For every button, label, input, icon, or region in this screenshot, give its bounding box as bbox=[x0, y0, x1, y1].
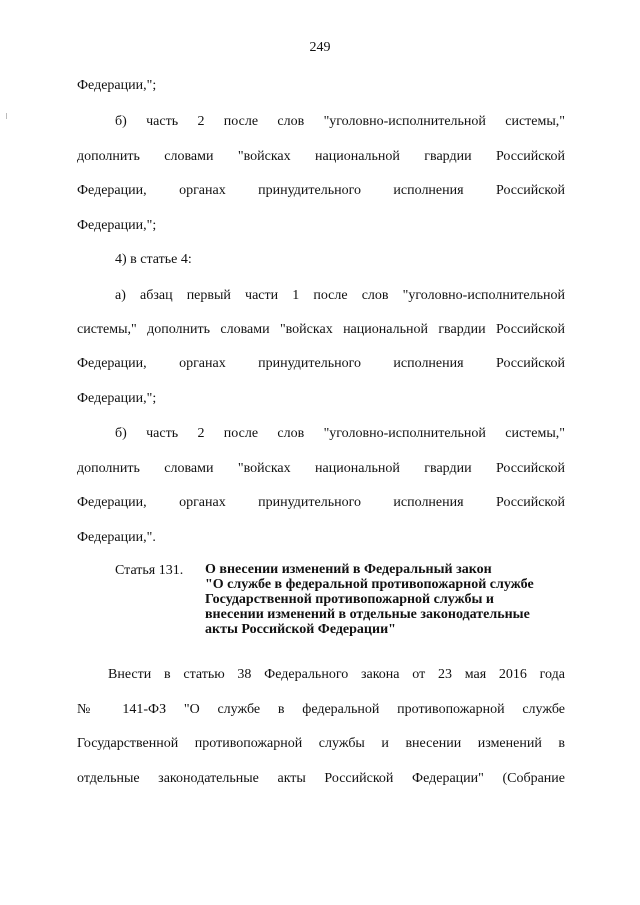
text-line: 4) в статье 4: bbox=[115, 252, 192, 267]
text-line: а) абзац первый части 1 после слов "уголовно-исполнительной bbox=[115, 288, 565, 303]
text-line: Федерации, органах принудительного исполнения Российской bbox=[77, 495, 565, 510]
scan-margin-mark bbox=[6, 113, 7, 119]
text-line: Внести в статью 38 Федерального закона от 23 мая 2016 года bbox=[108, 667, 565, 682]
page-number: 249 bbox=[309, 40, 331, 55]
text-line: № 141-ФЗ "О службе в федеральной противопожарной службе bbox=[77, 702, 565, 717]
text-line: Федерации,"; bbox=[77, 218, 157, 233]
text-line: отдельные законодательные акты Российской Федерации" (Собрание bbox=[77, 771, 565, 786]
text-line: Федерации, органах принудительного исполнения Российской bbox=[77, 183, 565, 198]
text-line: дополнить словами "войсках национальной гвардии Российской bbox=[77, 461, 565, 476]
article-label: Статья 131. bbox=[115, 563, 184, 578]
article-title-line: О внесении изменений в Федеральный закон bbox=[205, 562, 492, 577]
text-line: Государственной противопожарной службы и внесении изменений в bbox=[77, 736, 565, 751]
text-line: б) часть 2 после слов "уголовно-исполнительной системы," bbox=[115, 426, 565, 441]
article-title-line: внесении изменений в отдельные законодательные bbox=[205, 607, 530, 622]
text-line: Федерации,". bbox=[77, 530, 156, 545]
text-line: б) часть 2 после слов "уголовно-исполнительной системы," bbox=[115, 114, 565, 129]
article-title-line: Государственной противопожарной службы и bbox=[205, 592, 494, 607]
text-line: Федерации,"; bbox=[77, 78, 157, 93]
text-line: дополнить словами "войсках национальной гвардии Российской bbox=[77, 149, 565, 164]
text-line: Федерации, органах принудительного исполнения Российской bbox=[77, 356, 565, 371]
text-line: Федерации,"; bbox=[77, 391, 157, 406]
article-title-line: "О службе в федеральной противопожарной службе bbox=[205, 577, 534, 592]
text-line: системы," дополнить словами "войсках национальной гвардии Российской bbox=[77, 322, 565, 337]
article-title bbox=[205, 562, 575, 637]
article-title-line: акты Российской Федерации" bbox=[205, 622, 396, 637]
